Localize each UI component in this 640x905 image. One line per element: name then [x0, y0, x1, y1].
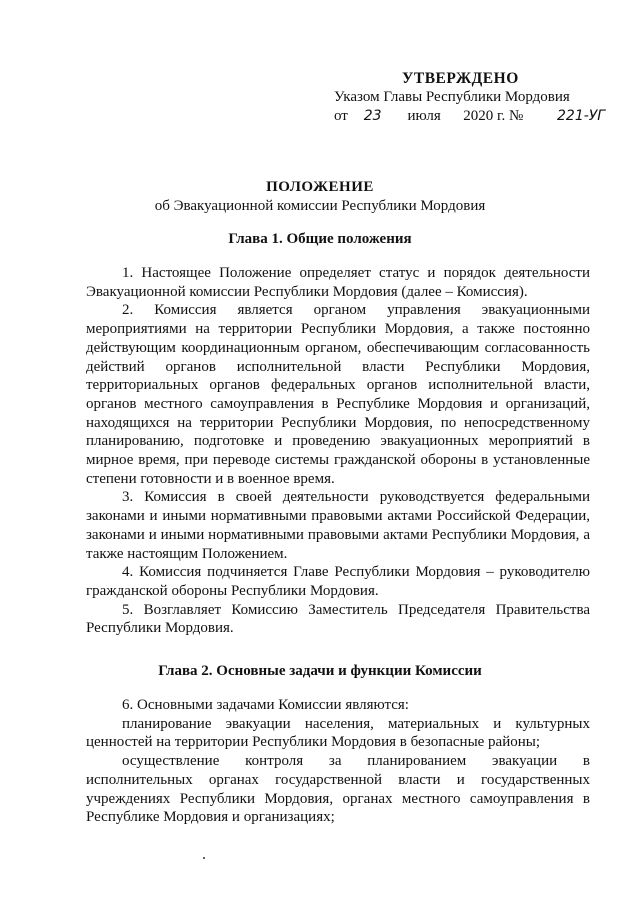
approval-number: 221-УГ — [557, 108, 606, 124]
document-title-block — [0, 178, 640, 216]
approval-block — [334, 70, 614, 125]
approval-day: 23 — [363, 108, 382, 124]
chapter1-heading: Глава 1. Общие положения — [228, 231, 412, 247]
approval-from: от — [334, 108, 348, 124]
chapter1-body — [86, 264, 590, 638]
paragraph: 4. Комиссия подчиняется Главе Республики Мордовия – руководителю гражданской обороны Республики Мордовия. — [86, 564, 590, 599]
paragraph: 2. Комиссия является органом управления эвакуационными мероприятиями на территории Республики Мордовия, а также постоянно действующим координационным органом, обеспечивающим согласованность действий органов исполнительной власти Республики Мордовия, территориальных органов федеральных органов исполнительной власти, органов местного самоуправления в Республике Мордовия и организаций, находящихся на территории Республики Мордовия, по непосредственному планированию, подготовке и проведению эвакуационных мероприятий в мирное время, при переводе системы гражданской обороны в установленные степени готовности и в военное время. — [86, 302, 590, 487]
chapter2-heading: Глава 2. Основные задачи и функции Комиссии — [158, 663, 482, 679]
approval-date-line — [334, 107, 614, 125]
paragraph: планирование эвакуации населения, материальных и культурных ценностей на территории Республики Мордовия в безопасные районы; — [86, 715, 590, 751]
paragraph: 1. Настоящее Положение определяет статус и порядок деятельности Эвакуационной комиссии Республики Мордовия (далее – Комиссия). — [86, 265, 590, 300]
paragraph: 5. Возглавляет Комиссию Заместитель Председателя Правительства Республики Мордовия. — [86, 601, 590, 637]
paragraph: осуществление контроля за планированием эвакуации в исполнительных органах государственной власти и государственных учреждениях Республики Мордовия, органах местного самоуправления в Республике Мордовия и организациях; — [86, 753, 590, 826]
approval-month: июля — [407, 108, 441, 124]
document-title: ПОЛОЖЕНИЕ — [266, 179, 374, 195]
paragraph: 3. Комиссия в своей деятельности руководствуется федеральными законами и иными нормативными правовыми актами Российской Федерации, законами и иными нормативными правовыми актами Республики Мордовия, а также настоящим Положением. — [86, 489, 590, 562]
paragraph: 6. Основными задачами Комиссии являются: — [122, 697, 409, 713]
approval-title: УТВЕРЖДЕНО — [402, 70, 519, 87]
approval-year: 2020 г. № — [463, 108, 524, 124]
scan-speck — [203, 857, 205, 859]
document-subtitle: об Эвакуационной комиссии Республики Мордовия — [154, 198, 486, 214]
approval-decree-line: Указом Главы Республики Мордовия — [334, 89, 570, 105]
chapter2-body — [86, 696, 590, 827]
